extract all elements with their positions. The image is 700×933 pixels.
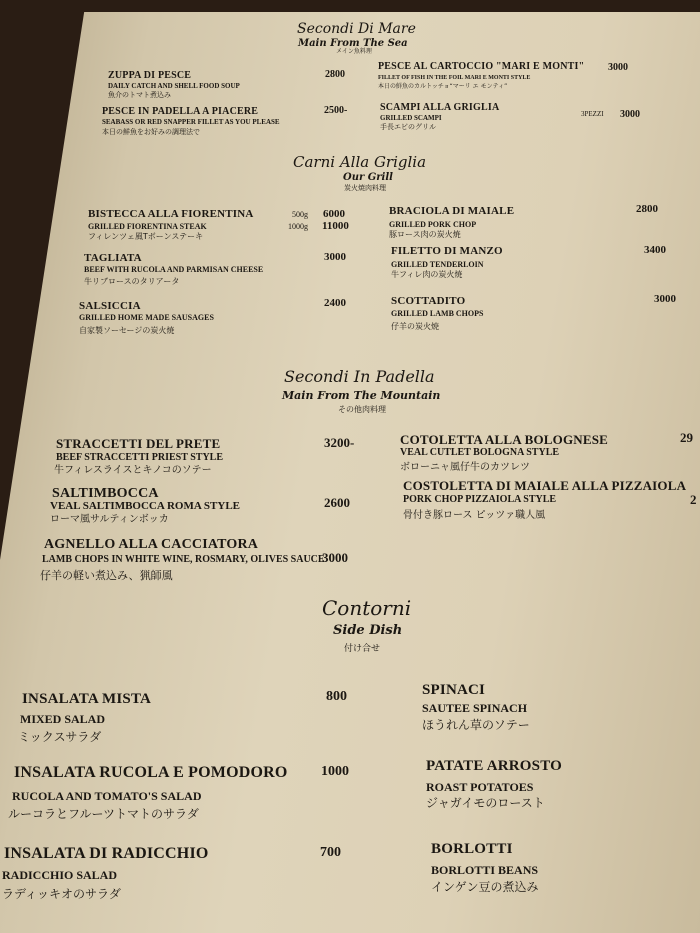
item-desc-jp: ほうれん草のソテー bbox=[422, 718, 530, 732]
section-subtitle-jp: 炭火焼肉料理 bbox=[344, 184, 386, 192]
item-name: ZUPPA DI PESCE bbox=[108, 70, 192, 81]
item-name: SALSICCIA bbox=[79, 300, 141, 312]
item-name: STRACCETTI DEL PRETE bbox=[56, 436, 221, 451]
item-desc-jp: ラディッキオのサラダ bbox=[2, 887, 121, 901]
item-price: 29 bbox=[680, 430, 693, 445]
item-price: 2500- bbox=[324, 105, 348, 116]
item-desc: GRILLED SCAMPI bbox=[380, 114, 442, 122]
item-name: TAGLIATA bbox=[84, 252, 142, 264]
item-desc: RADICCHIO SALAD bbox=[2, 868, 118, 882]
item-desc-jp: ミックスサラダ bbox=[18, 730, 102, 744]
item-desc: GRILLED HOME MADE SAUSAGES bbox=[79, 313, 214, 322]
section-subtitle-jp: メイン魚料理 bbox=[336, 48, 372, 55]
item-desc: BEEF WITH RUCOLA AND PARMISAN CHEESE bbox=[84, 265, 264, 274]
item-desc-jp: ジャガイモのロースト bbox=[426, 796, 545, 810]
item-desc: GRILLED LAMB CHOPS bbox=[391, 309, 484, 318]
item-price: 1000 bbox=[321, 764, 349, 779]
item-name: INSALATA RUCOLA E POMODORO bbox=[14, 764, 288, 781]
item-desc: RUCOLA AND TOMATO'S SALAD bbox=[12, 789, 202, 803]
item-desc: GRILLED FIORENTINA STEAK bbox=[88, 222, 207, 231]
item-desc: GRILLED TENDERLOIN bbox=[391, 260, 484, 269]
item-price: 3000 bbox=[608, 62, 628, 73]
item-desc: GRILLED PORK CHOP bbox=[389, 220, 477, 229]
item-desc-jp: 魚介のトマト煮込み bbox=[108, 91, 171, 99]
item-name: FILETTO DI MANZO bbox=[391, 245, 503, 257]
item-name: BORLOTTI bbox=[431, 841, 513, 857]
item-price: 2 bbox=[690, 492, 697, 507]
item-name: AGNELLO ALLA CACCIATORA bbox=[44, 537, 259, 552]
section-subtitle: Side Dish bbox=[333, 623, 403, 638]
item-name: INSALATA MISTA bbox=[22, 691, 152, 707]
item-name: PESCE AL CARTOCCIO "MARI E MONTI" bbox=[378, 61, 585, 72]
item-desc-jp: 牛フィレスライスとキノコのソテー bbox=[54, 465, 212, 476]
item-name: PESCE IN PADELLA A PIACERE bbox=[102, 106, 259, 117]
item-desc: VEAL CUTLET BOLOGNA STYLE bbox=[400, 447, 560, 458]
item-name: SCAMPI ALLA GRIGLIA bbox=[380, 102, 500, 113]
item-quantity: 3PEZZI bbox=[581, 110, 604, 118]
section-title: Carni Alla Griglia bbox=[293, 153, 427, 171]
menu-cover-edge bbox=[0, 0, 700, 12]
section-title: Contorni bbox=[322, 596, 412, 620]
item-price: 3000 bbox=[324, 251, 346, 263]
item-price: 3000 bbox=[620, 109, 640, 120]
item-desc: ROAST POTATOES bbox=[426, 780, 534, 794]
section-title: Secondi In Padella bbox=[284, 367, 435, 386]
item-price: 11000 bbox=[322, 220, 349, 232]
item-price: 800 bbox=[326, 689, 347, 704]
item-desc-jp: 牛リブロースのタリアータ bbox=[84, 277, 180, 286]
item-price: 3400 bbox=[644, 244, 666, 256]
item-desc: DAILY CATCH AND SHELL FOOD SOUP bbox=[108, 82, 240, 90]
item-desc: BORLOTTI BEANS bbox=[431, 863, 539, 877]
item-price: 3000 bbox=[654, 293, 676, 305]
item-desc-jp: 骨付き豚ロース ピッツァ職人風 bbox=[403, 510, 546, 521]
item-name: COTOLETTA ALLA BOLOGNESE bbox=[400, 432, 609, 447]
item-desc: BEEF STRACCETTI PRIEST STYLE bbox=[56, 452, 224, 463]
item-price: 3200- bbox=[324, 435, 355, 450]
item-name: BISTECCA ALLA FIORENTINA bbox=[88, 208, 254, 220]
item-price: 2600 bbox=[324, 495, 350, 510]
item-desc-jp: インゲン豆の煮込み bbox=[431, 880, 539, 894]
item-desc-jp: 牛フィレ肉の炭火焼 bbox=[391, 270, 463, 279]
item-desc: FILLET OF FISH IN THE FOIL MARI E MONTI STYLE bbox=[378, 75, 531, 81]
section-subtitle: Our Grill bbox=[343, 172, 393, 183]
item-desc-jp: 本日の鮮魚のカルトッチョ“マーリ エ モンティ” bbox=[378, 83, 508, 90]
item-desc-jp: 手長エビのグリル bbox=[380, 123, 436, 131]
item-price: 6000 bbox=[323, 208, 345, 220]
item-name: INSALATA DI RADICCHIO bbox=[4, 845, 209, 862]
item-desc-jp: ボローニャ風仔牛のカツレツ bbox=[400, 462, 530, 473]
item-desc-jp: 仔羊の軽い煮込み、猟師風 bbox=[40, 569, 173, 582]
item-desc-jp: ローマ風サルティンボッカ bbox=[50, 514, 169, 525]
section-subtitle: Main From The Sea bbox=[298, 38, 408, 49]
item-weight: 1000g bbox=[288, 222, 308, 231]
item-desc: MIXED SALAD bbox=[20, 712, 106, 726]
section-title: Secondi Di Mare bbox=[297, 21, 416, 37]
item-desc: VEAL SALTIMBOCCA ROMA STYLE bbox=[50, 500, 241, 512]
item-desc: SEABASS OR RED SNAPPER FILLET AS YOU PLEASE bbox=[102, 118, 280, 126]
item-price: 2400 bbox=[324, 297, 346, 309]
item-price: 2800 bbox=[325, 69, 345, 80]
item-name: BRACIOLA DI MAIALE bbox=[389, 205, 515, 217]
item-desc: PORK CHOP PIZZAIOLA STYLE bbox=[403, 494, 557, 505]
item-name: COSTOLETTA DI MAIALE ALLA PIZZAIOLA bbox=[403, 478, 687, 493]
section-subtitle: Main From The Mountain bbox=[282, 389, 441, 402]
item-desc-jp: 自家製ソーセージの炭火焼 bbox=[79, 326, 175, 335]
item-price: 2800 bbox=[636, 203, 658, 215]
item-weight: 500g bbox=[292, 210, 308, 219]
section-subtitle-jp: 付け合せ bbox=[344, 644, 381, 654]
item-desc-jp: 豚ロース肉の炭火焼 bbox=[389, 230, 461, 239]
item-price: 3000 bbox=[322, 550, 348, 565]
item-desc: SAUTEE SPINACH bbox=[422, 701, 528, 715]
item-name: SALTIMBOCCA bbox=[52, 486, 159, 501]
item-name: PATATE ARROSTO bbox=[426, 758, 563, 774]
item-desc-jp: 本日の鮮魚をお好みの調理法で bbox=[102, 128, 200, 136]
item-desc-jp: ルーコラとフルーツトマトのサラダ bbox=[8, 807, 199, 821]
item-desc-jp: フィレンツェ風Tボーンステーキ bbox=[88, 232, 204, 241]
item-name: SCOTTADITO bbox=[391, 295, 466, 307]
item-desc-jp: 仔羊の炭火焼 bbox=[391, 322, 439, 331]
item-price: 700 bbox=[320, 845, 341, 860]
item-name: SPINACI bbox=[422, 682, 486, 698]
section-subtitle-jp: その他肉料理 bbox=[338, 405, 386, 414]
item-desc: LAMB CHOPS IN WHITE WINE, ROSMARY, OLIVES SAUCE bbox=[42, 554, 325, 565]
